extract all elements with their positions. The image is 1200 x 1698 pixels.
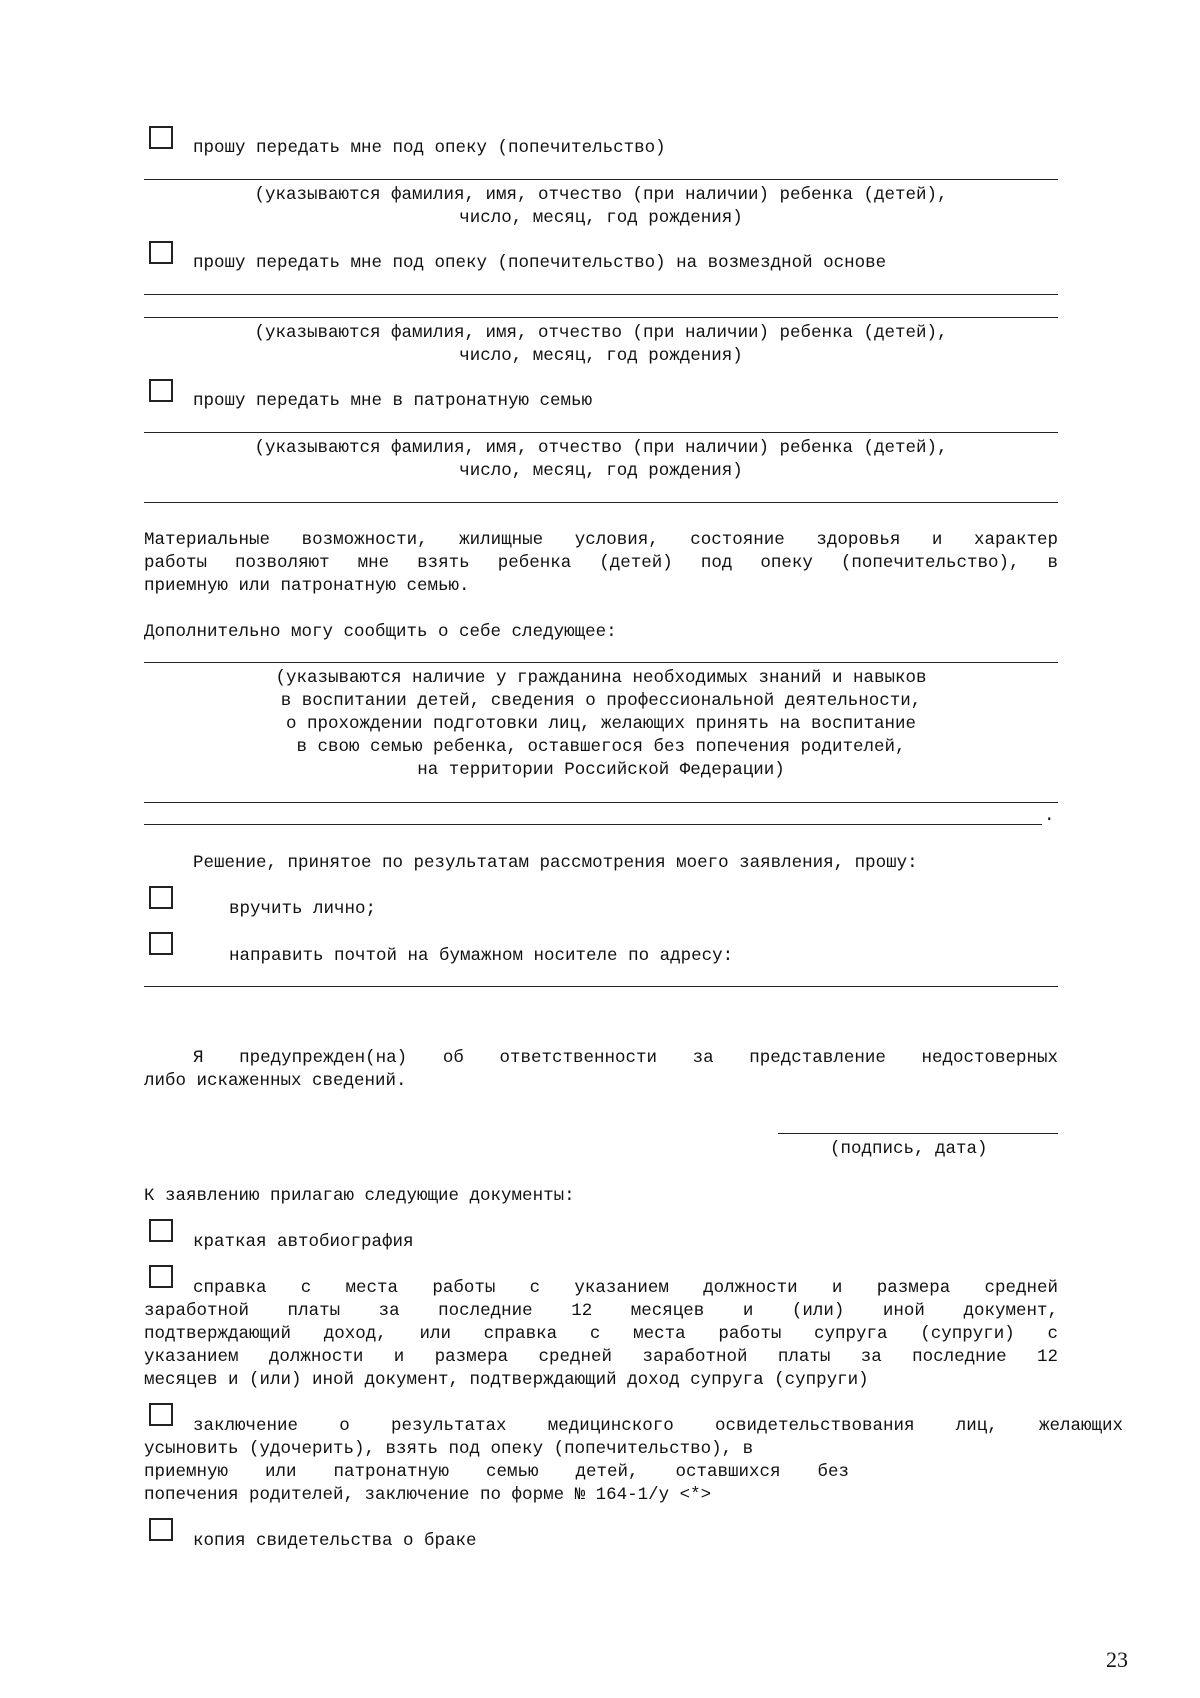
- additional-hint-line5: на территории Российской Федерации): [417, 760, 785, 780]
- autobiography-checkbox[interactable]: [149, 1219, 173, 1242]
- additional-info-label: Дополнительно могу сообщить о себе следующее:: [144, 622, 617, 642]
- income-line4: указанием должности и размера средней заработной платы за последние 12: [144, 1347, 1058, 1367]
- guardianship-checkbox[interactable]: [149, 126, 173, 149]
- decision-label: Решение, принятое по результатам рассмотрения моего заявления, прошу:: [193, 853, 918, 873]
- attachments-label: К заявлению прилагаю следующие документы:: [144, 1186, 575, 1206]
- mail-address-field[interactable]: [144, 986, 1058, 987]
- additional-hint-line4: в свою семью ребенка, оставшегося без попечения родителей,: [296, 737, 906, 757]
- paid-guardianship-child-field-1[interactable]: [144, 294, 1058, 295]
- warning-line1: Я предупрежден(на) об ответственности за представление недостоверных: [193, 1048, 1058, 1068]
- additional-info-field-3[interactable]: [144, 824, 1042, 825]
- conditions-line3: приемную или патронатную семью.: [144, 576, 470, 596]
- additional-info-field[interactable]: [144, 662, 1058, 663]
- foster-family-option-label: прошу передать мне в патронатную семью: [193, 391, 593, 411]
- autobiography-label: краткая автобиография: [193, 1232, 414, 1252]
- foster-family-checkbox[interactable]: [149, 379, 173, 402]
- income-line2: заработной платы за последние 12 месяцев и (или) иной документ,: [144, 1301, 1058, 1321]
- signature-date-field[interactable]: [778, 1133, 1058, 1134]
- medical-report-checkbox[interactable]: [149, 1403, 173, 1426]
- medical-line3: приемную или патронатную семью детей, оставшихся без: [144, 1462, 849, 1482]
- additional-info-field-2[interactable]: [144, 802, 1058, 803]
- marriage-certificate-checkbox[interactable]: [149, 1518, 173, 1541]
- paid-guardianship-hint-line1: (указываются фамилия, имя, отчество (при наличии) ребенка (детей),: [254, 323, 948, 343]
- warning-line2: либо искаженных сведений.: [144, 1071, 407, 1091]
- additional-hint-line2: в воспитании детей, сведения о профессиональной деятельности,: [280, 691, 922, 711]
- paid-guardianship-child-field-2[interactable]: [144, 317, 1058, 318]
- income-line3: подтверждающий доход, или справка с места работы супруга (супруги) с: [144, 1324, 1058, 1344]
- guardianship-hint-line1: (указываются фамилия, имя, отчество (при наличии) ребенка (детей),: [254, 185, 948, 205]
- deliver-personally-checkbox[interactable]: [149, 886, 173, 909]
- additional-hint-line1: (указываются наличие у гражданина необходимых знаний и навыков: [275, 668, 927, 688]
- guardianship-child-field[interactable]: [144, 179, 1058, 180]
- marriage-certificate-label: копия свидетельства о браке: [193, 1531, 477, 1551]
- income-certificate-checkbox[interactable]: [149, 1265, 173, 1288]
- conditions-line2: работы позволяют мне взять ребенка (детей) под опеку (попечительство), в: [144, 553, 1058, 573]
- deliver-by-mail-label: направить почтой на бумажном носителе по адресу:: [229, 946, 734, 966]
- additional-hint-line3: о прохождении подготовки лиц, желающих принять на воспитание: [285, 714, 917, 734]
- guardianship-hint-line2: число, месяц, год рождения): [459, 208, 743, 228]
- deliver-personally-label: вручить лично;: [229, 899, 377, 919]
- income-line1: справка с места работы с указанием должности и размера средней: [193, 1278, 1058, 1298]
- paid-guardianship-option-label: прошу передать мне под опеку (попечительство) на возмездной основе: [193, 253, 887, 273]
- income-line5: месяцев и (или) иной документ, подтверждающий доход супруга (супруги): [144, 1370, 869, 1390]
- medical-line4: попечения родителей, заключение по форме № 164-1/у <*>: [144, 1485, 712, 1505]
- paid-guardianship-checkbox[interactable]: [149, 241, 173, 264]
- paid-guardianship-hint-line2: число, месяц, год рождения): [459, 346, 743, 366]
- medical-line1: заключение о результатах медицинского освидетельствования лиц, желающих: [193, 1416, 1123, 1436]
- page-number: 23: [1106, 1647, 1128, 1672]
- additional-end-mark: .: [1044, 806, 1055, 826]
- signature-hint: (подпись, дата): [830, 1139, 988, 1159]
- conditions-line1: Материальные возможности, жилищные условия, состояние здоровья и характер: [144, 530, 1058, 550]
- foster-family-separator: [144, 502, 1058, 503]
- guardianship-option-label: прошу передать мне под опеку (попечительство): [193, 138, 666, 158]
- foster-family-hint-line1: (указываются фамилия, имя, отчество (при наличии) ребенка (детей),: [254, 438, 948, 458]
- deliver-by-mail-checkbox[interactable]: [149, 932, 173, 955]
- medical-line2: усыновить (удочерить), взять под опеку (попечительство), в: [144, 1439, 754, 1459]
- foster-family-child-field[interactable]: [144, 432, 1058, 433]
- foster-family-hint-line2: число, месяц, год рождения): [459, 461, 743, 481]
